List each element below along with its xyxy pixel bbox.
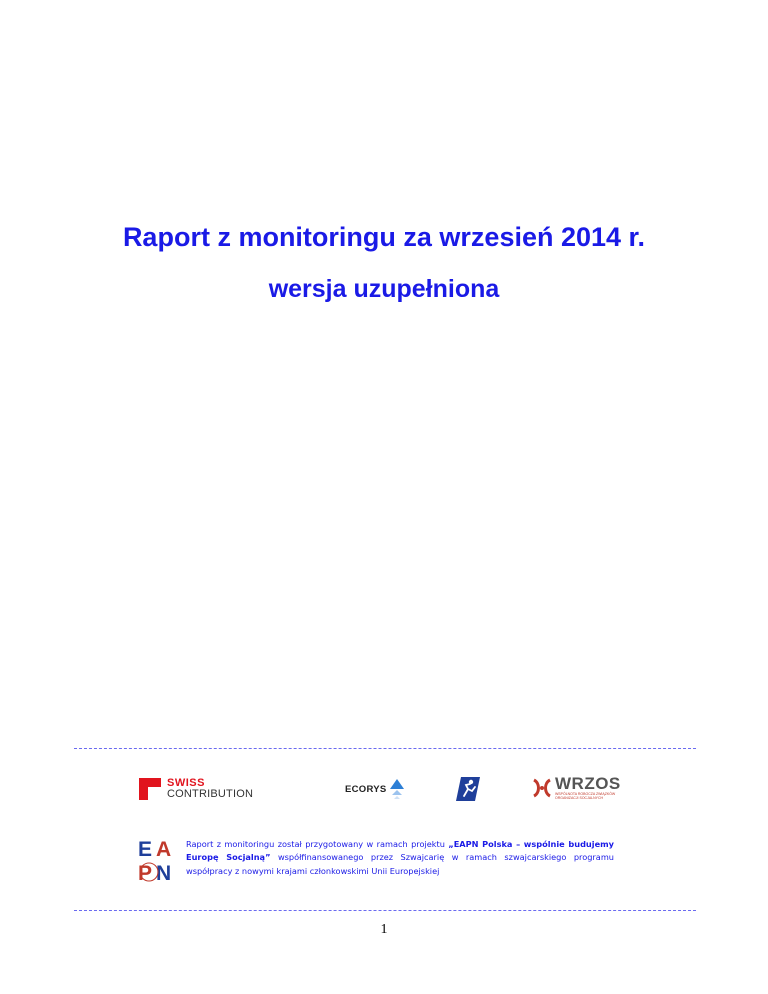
document-title: Raport z monitoringu za wrzesień 2014 r. — [122, 222, 646, 252]
swiss-logo-word: SWISS — [167, 777, 205, 789]
ecorys-logo — [345, 779, 404, 799]
wrzos-mark-icon — [532, 777, 552, 799]
wrzos-logo — [532, 775, 637, 800]
footnote-text-part2: współfinansowanego przez Szwajcarię w ramach szwajcarskiego programu współpracy z nowymi krajami członkowskimi Unii Europejskiej — [186, 852, 614, 876]
page-number: 1 — [380, 922, 388, 937]
svg-text:P: P — [138, 862, 153, 884]
footnote-text-part1: Raport z monitoringu został przygotowany w ramach projektu — [186, 839, 449, 849]
footer-divider-top — [74, 748, 696, 749]
footer-divider-bottom — [74, 910, 696, 911]
svg-text:N: N — [156, 862, 172, 884]
footnote-project-name: „EAPN Polska – wspólnie budujemy Europę Socjalną” — [186, 839, 614, 863]
ecorys-logo-text: ECORYS — [345, 783, 387, 795]
swiss-flag-icon — [139, 778, 161, 800]
project-footnote — [186, 838, 614, 878]
wrzos-logo-subtext: WSPÓLNOTA ROBOCZA ZWIĄZKÓW ORGANIZACJI SOCJALNYCH — [555, 792, 616, 800]
eapn-logo-icon — [137, 836, 177, 884]
wrzos-logo-text: WRZOS — [555, 774, 621, 793]
document-subtitle: wersja uzupełniona — [268, 275, 500, 303]
contribution-logo-word: CONTRIBUTION — [167, 788, 254, 800]
svg-text:A: A — [156, 838, 172, 861]
svg-text:E: E — [138, 838, 153, 861]
runner-logo-icon — [455, 776, 481, 802]
ecorys-triangle-icon — [390, 779, 404, 799]
swiss-contribution-logo — [139, 778, 253, 800]
